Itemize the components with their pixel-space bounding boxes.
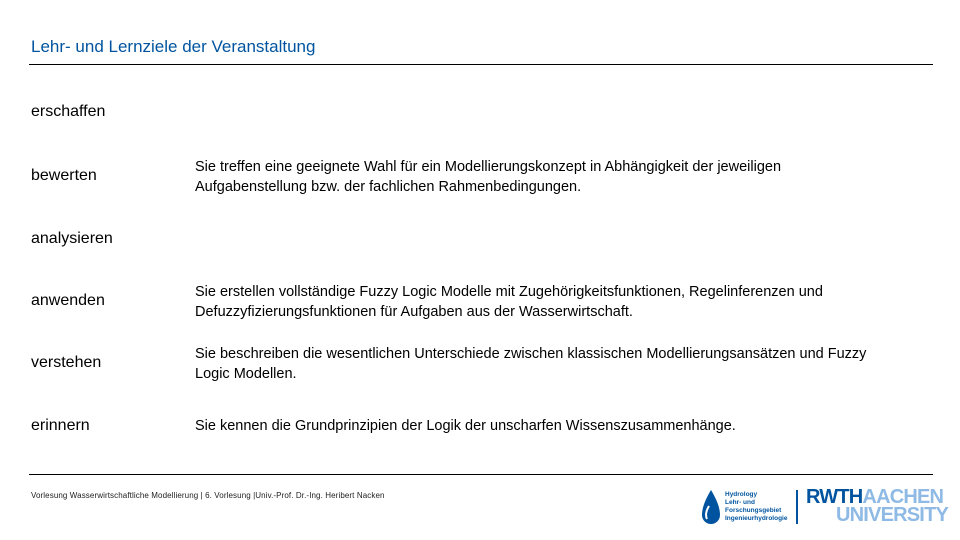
level-label-erinnern: erinnern [31,417,90,434]
level-description-anwenden: Sie erstellen vollständige Fuzzy Logic Modelle mit Zugehörigkeitsfunktionen, Regelinferenzen und Defuzzyfizierungsfunktionen für Aufgaben aus der Wasserwirtschaft. [195,284,823,320]
rwth-logo [806,486,949,526]
slide-title: Lehr- und Lernziele der Veranstaltung [31,37,316,56]
logo-separator [796,490,798,524]
level-label-analysieren: analysieren [31,230,113,247]
hydrology-logo-line: Lehr- und [725,499,755,506]
level-label-anwenden: anwenden [31,292,105,309]
level-label-erschaffen: erschaffen [31,103,106,120]
rwth-logo-part: RWTH [806,486,863,508]
level-description-bewerten: Sie treffen eine geeignete Wahl für ein Modellierungskonzept in Abhängigkeit der jeweiligen Aufgabenstellung bzw. der fachlichen Rahmenbedingungen. [195,159,782,195]
level-description-erinnern: Sie kennen die Grundprinzipien der Logik der unscharfen Wissenszusammenhänge. [195,418,736,434]
rwth-logo-part: AACHEN [862,486,944,508]
hydrology-logo-line: Hydrology [725,491,758,498]
level-label-bewerten: bewerten [31,167,97,184]
footer-divider [29,474,933,475]
level-label-verstehen: verstehen [31,354,102,371]
hydrology-logo-text [725,491,787,523]
title-divider [29,64,933,65]
hydrology-logo-line: Ingenieurhydrologie [725,515,788,522]
hydrology-logo-line: Forschungsgebiet [725,507,782,514]
footer-text: Vorlesung Wasserwirtschaftliche Modellierung | 6. Vorlesung |Univ.-Prof. Dr.-Ing. Heribert Nacken [31,491,385,500]
rwth-logo-university: UNIVERSITY [836,504,949,526]
level-description-verstehen: Sie beschreiben die wesentlichen Unterschiede zwischen klassischen Modellierungsansätzen und Fuzzy Logic Modellen. [195,346,867,382]
